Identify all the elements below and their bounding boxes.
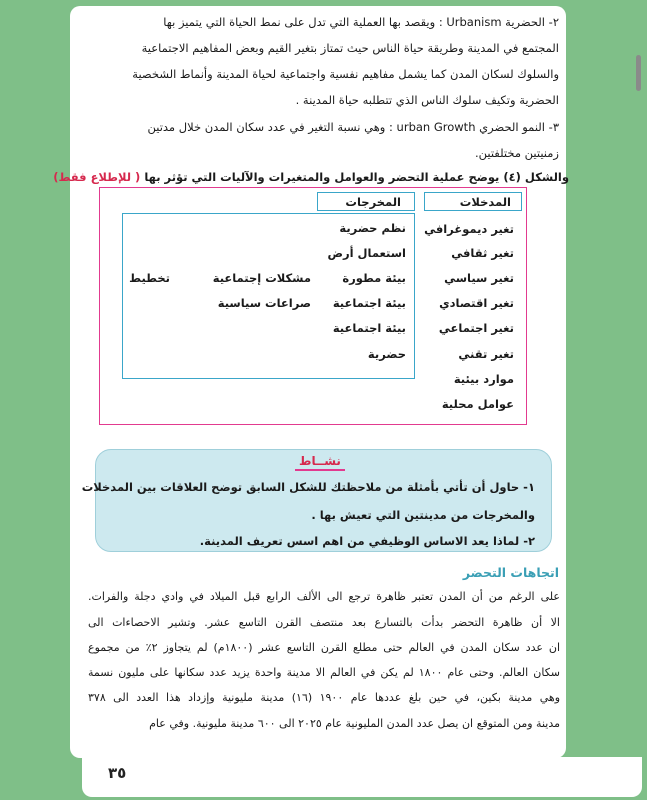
definition-urbanism-line: ٢- الحضرية Urbanism : ويقصد بها العملية التي تدل على نمط الحياة التي يتميز بها [163,15,559,29]
activity-item: ٢- لماذا يعد الاساس الوظيفي من اهم اسس تعريف المدينة. [199,534,535,548]
input-item: تغير اجتماعي [438,321,514,335]
activity-title: نشــاط [299,454,341,468]
definition-urbanism-line: المجتمع في المدينة وطريقة حياة الناس حيث تمتاز بتغير القيم وبعض المفاهيم الاجتماعية [141,41,559,55]
input-item: تغير ديموغرافي [424,222,514,236]
figure-caption [53,170,569,184]
page-number: ٣٥ [108,764,127,782]
section-paragraph-line: مدينة ومن المتوقع ان يصل عدد المدن المليونية عام ٢٠٢٥ الى ٦٠٠ مدينة مليونية. وفي عام [149,717,560,730]
activity-item: والمخرجات من مدينتين التي تعيش بها . [311,508,535,522]
definition-growth-line: زمنيتين مختلفتين. [474,146,559,160]
output-item: نظم حضرية [339,221,406,235]
output-item: حضرية [367,347,406,361]
definition-urbanism-line: والسلوك لسكان المدن كما يشمل مفاهيم نفسية واجتماعية لحياة المدينة وأنماط الشخصية [132,67,559,81]
inputs-label: المدخلات [459,195,511,209]
output-item: استعمال أرض [327,246,406,260]
figure-caption-text: والشكل (٤) يوضح عملية التحضر والعوامل والمتغيرات والآليات التي تؤثر بها [144,170,569,184]
input-item: تغير اقتصادي [439,296,514,310]
definition-urbanism-line: الحضرية وتكيف سلوك الناس الذي تتطلبه حياة المدينة . [295,93,559,107]
output-item: تخطيط [129,271,170,285]
outputs-label: المخرجات [345,195,401,209]
input-item: تغير سياسي [444,271,514,285]
input-item: موارد بيئية [453,372,514,386]
input-item: تغير ثقافي [451,246,514,260]
output-item: صراعات سياسية [217,296,311,310]
section-paragraph-line: ان عدد سكان المدن في العالم حتى مطلع القرن التاسع عشر (١٨٠٠م) لم يتجاوز ٢٪ من مجموع [88,641,560,654]
output-item: مشكلات إجتماعية [212,271,311,285]
definition-growth-line: ٣- النمو الحضري urban Growth : وهي نسبة التغير في عدد سكان المدن خلال مدتين [147,120,559,134]
output-item: بيئة اجتماعية [332,296,406,310]
page-footer [82,757,642,797]
section-heading: اتجاهات التحضر [462,565,559,580]
section-paragraph-line: على الرغم من أن المدن تعتبر ظاهرة ترجع الى الألف الرابع قبل الميلاد في وادي دجلة والفرات. [88,590,560,603]
output-item: بيئة مطورة [342,271,406,285]
section-paragraph-line: الا أن ظاهرة التحضر بدأت بالتسارع بعد منتصف القرن التاسع عشر. وتشير الاحصاءات الى [88,616,560,629]
section-paragraph-line: وهي مدينة بكين، في حين بلغ عددها عام ١٩٠٠ (١٦) مدينة مليونية وإزداد هذا العدد الى ٣٧٨ [88,691,561,704]
activity-item: ١- حاول أن تأتي بأمثلة من ملاحظتك للشكل السابق توضح العلاقات بين المدخلات [81,480,535,494]
output-item: بيئة اجتماعية [332,321,406,335]
scrollbar-thumb[interactable] [636,55,641,91]
figure-caption-note: ( للإطلاع فقط) [53,170,141,184]
section-paragraph-line: سكان العالم. وحتى عام ١٨٠٠ لم يكن في العالم الا مدينة واحدة يزيد عدد سكانها على مليون نسمة [88,666,560,679]
input-item: تغير تقني [458,347,514,361]
activity-title-underline [295,469,345,471]
input-item: عوامل محلية [441,397,514,411]
